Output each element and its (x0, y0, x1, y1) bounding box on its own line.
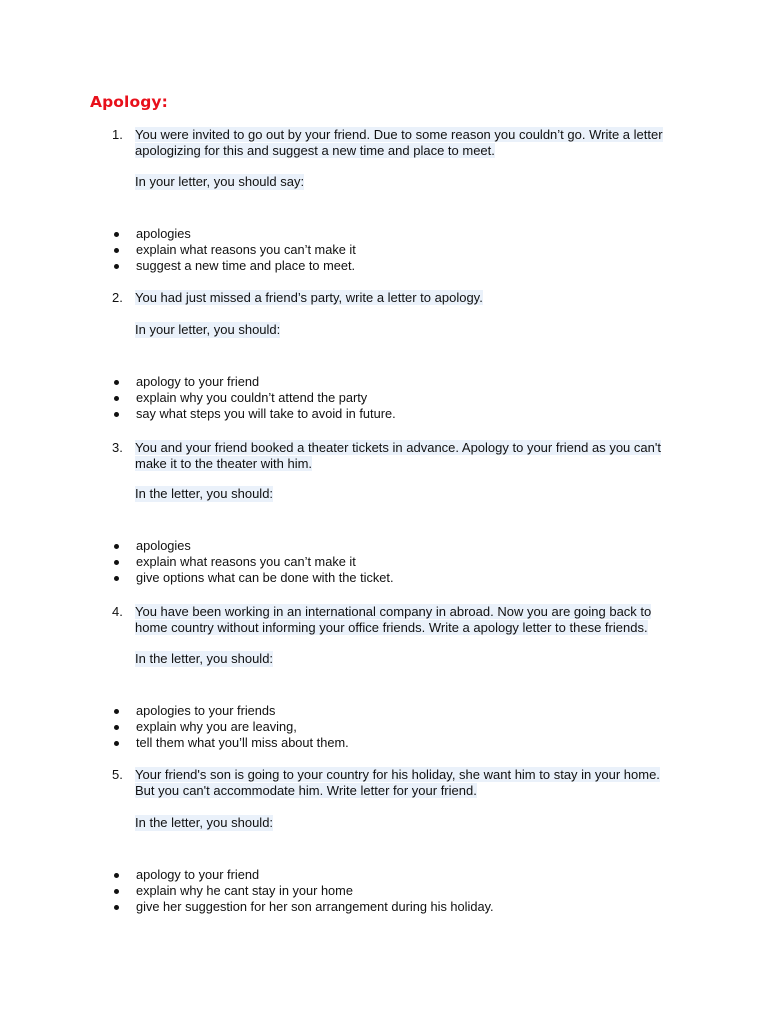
task-number: 1. (112, 127, 123, 142)
task-number: 3. (112, 440, 123, 455)
task-number: 2. (112, 290, 123, 305)
prompt-line: apologizing for this and suggest a new time and place to meet. (135, 143, 495, 158)
task-prompt (135, 127, 695, 159)
task-prompt (135, 290, 695, 306)
task-number: 4. (112, 604, 123, 619)
bullet-icon (114, 873, 119, 878)
prompt-line: You had just missed a friend’s party, write a letter to apology. (135, 290, 483, 305)
prompt-line: You have been working in an international company in abroad. Now you are going back to (135, 604, 652, 619)
task-subprompt: In your letter, you should: (135, 322, 281, 337)
prompt-line: Your friend's son is going to your country for his holiday, she want him to stay in your home. (135, 767, 660, 782)
bullet-icon (114, 396, 119, 401)
bullet-icon (114, 709, 119, 714)
bullet-icon (114, 412, 119, 417)
bullet-icon (114, 725, 119, 730)
task-subprompt: In the letter, you should: (135, 486, 274, 501)
task-number: 5. (112, 767, 123, 782)
page-title: Apology: (90, 93, 168, 111)
bullet-icon (114, 380, 119, 385)
bullet-icon (114, 560, 119, 565)
bullet-icon (114, 741, 119, 746)
bullet-icon (114, 232, 119, 237)
bullet-icon (114, 264, 119, 269)
task-prompt (135, 767, 695, 799)
bullet-icon (114, 889, 119, 894)
prompt-line: You were invited to go out by your friend. Due to some reason you couldn’t go. Write a letter (135, 127, 663, 142)
task-subprompt: In the letter, you should: (135, 651, 274, 666)
prompt-line: You and your friend booked a theater tickets in advance. Apology to your friend as you can't (135, 440, 661, 455)
task-prompt (135, 440, 695, 472)
task-subprompt: In the letter, you should: (135, 815, 274, 830)
bullet-icon (114, 544, 119, 549)
bullet-icon (114, 905, 119, 910)
task-subprompt: In your letter, you should say: (135, 174, 305, 189)
prompt-line: home country without informing your office friends. Write a apology letter to these friends. (135, 620, 648, 635)
prompt-line: But you can't accommodate him. Write letter for your friend. (135, 783, 477, 798)
task-prompt (135, 604, 695, 636)
prompt-line: make it to the theater with him. (135, 456, 313, 471)
bullet-icon (114, 248, 119, 253)
bullet-icon (114, 576, 119, 581)
